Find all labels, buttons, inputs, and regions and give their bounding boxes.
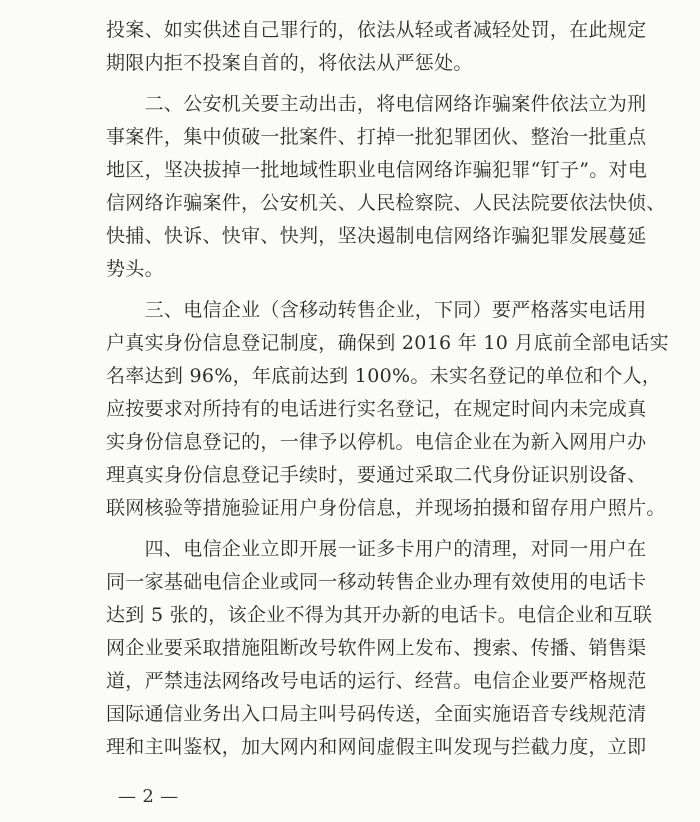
text-line: 事案件，集中侦破一批案件、打掉一批犯罪团伙、整治一批重点 — [106, 126, 647, 148]
text-line: 期限内拒不投案自首的，将依法从严惩处。 — [106, 52, 473, 74]
text-line: 二、公安机关要主动出击，将电信网络诈骗案件依法立为刑 — [106, 93, 647, 115]
text-line: 地区，坚决拔掉一批地域性职业电信网络诈骗犯罪“钉子”。对电 — [106, 159, 648, 181]
text-line: 理真实身份信息登记手续时，要通过采取二代身份证识别设备、 — [106, 464, 647, 486]
text-line: 达到 5 张的，该企业不得为其开办新的电话卡。电信企业和互联 — [106, 604, 653, 626]
paragraph-4 — [106, 533, 653, 764]
text-line: 应按要求对所持有的电话进行实名登记，在规定时间内未完成真 — [106, 398, 647, 420]
paragraph-3 — [106, 294, 669, 525]
text-line: 道，严禁违法网络改号电话的运行、经营。电信企业要严格规范 — [106, 670, 647, 692]
text-line: 快捕、快诉、快审、快判，坚决遏制电信网络诈骗犯罪发展蔓延 — [106, 225, 647, 247]
text-line: 三、电信企业（含移动转售企业，下同）要严格落实电话用 — [106, 299, 647, 321]
paragraph-2 — [106, 88, 666, 286]
text-line: 网企业要采取措施阻断改号软件网上发布、搜索、传播、销售渠 — [106, 637, 647, 659]
text-line: 实身份信息登记的，一律予以停机。电信企业在为新入网用户办 — [106, 431, 647, 453]
text-line: 联网核验等措施验证用户身份信息，并现场拍摄和留存用户照片。 — [106, 497, 666, 519]
paragraph-1 — [106, 14, 647, 80]
text-line: 同一家基础电信企业或同一移动转售企业办理有效使用的电话卡 — [106, 571, 647, 593]
text-line: 投案、如实供述自己罪行的，依法从轻或者减轻处罚，在此规定 — [106, 19, 647, 41]
text-line: 理和主叫鉴权，加大网内和网间虚假主叫发现与拦截力度，立即 — [106, 736, 647, 758]
page-number: — 2 — — [118, 786, 179, 807]
text-line: 户真实身份信息登记制度，确保到 2016 年 10 月底前全部电话实 — [106, 332, 669, 354]
text-line: 名率达到 96%，年底前达到 100%。未实名登记的单位和个人， — [106, 365, 662, 387]
text-line: 势头。 — [106, 258, 164, 280]
text-line: 四、电信企业立即开展一证多卡用户的清理，对同一用户在 — [106, 538, 647, 560]
text-line: 信网络诈骗案件，公安机关、人民检察院、人民法院要依法快侦、 — [106, 192, 666, 214]
text-line: 国际通信业务出入口局主叫号码传送，全面实施语音专线规范清 — [106, 703, 647, 725]
